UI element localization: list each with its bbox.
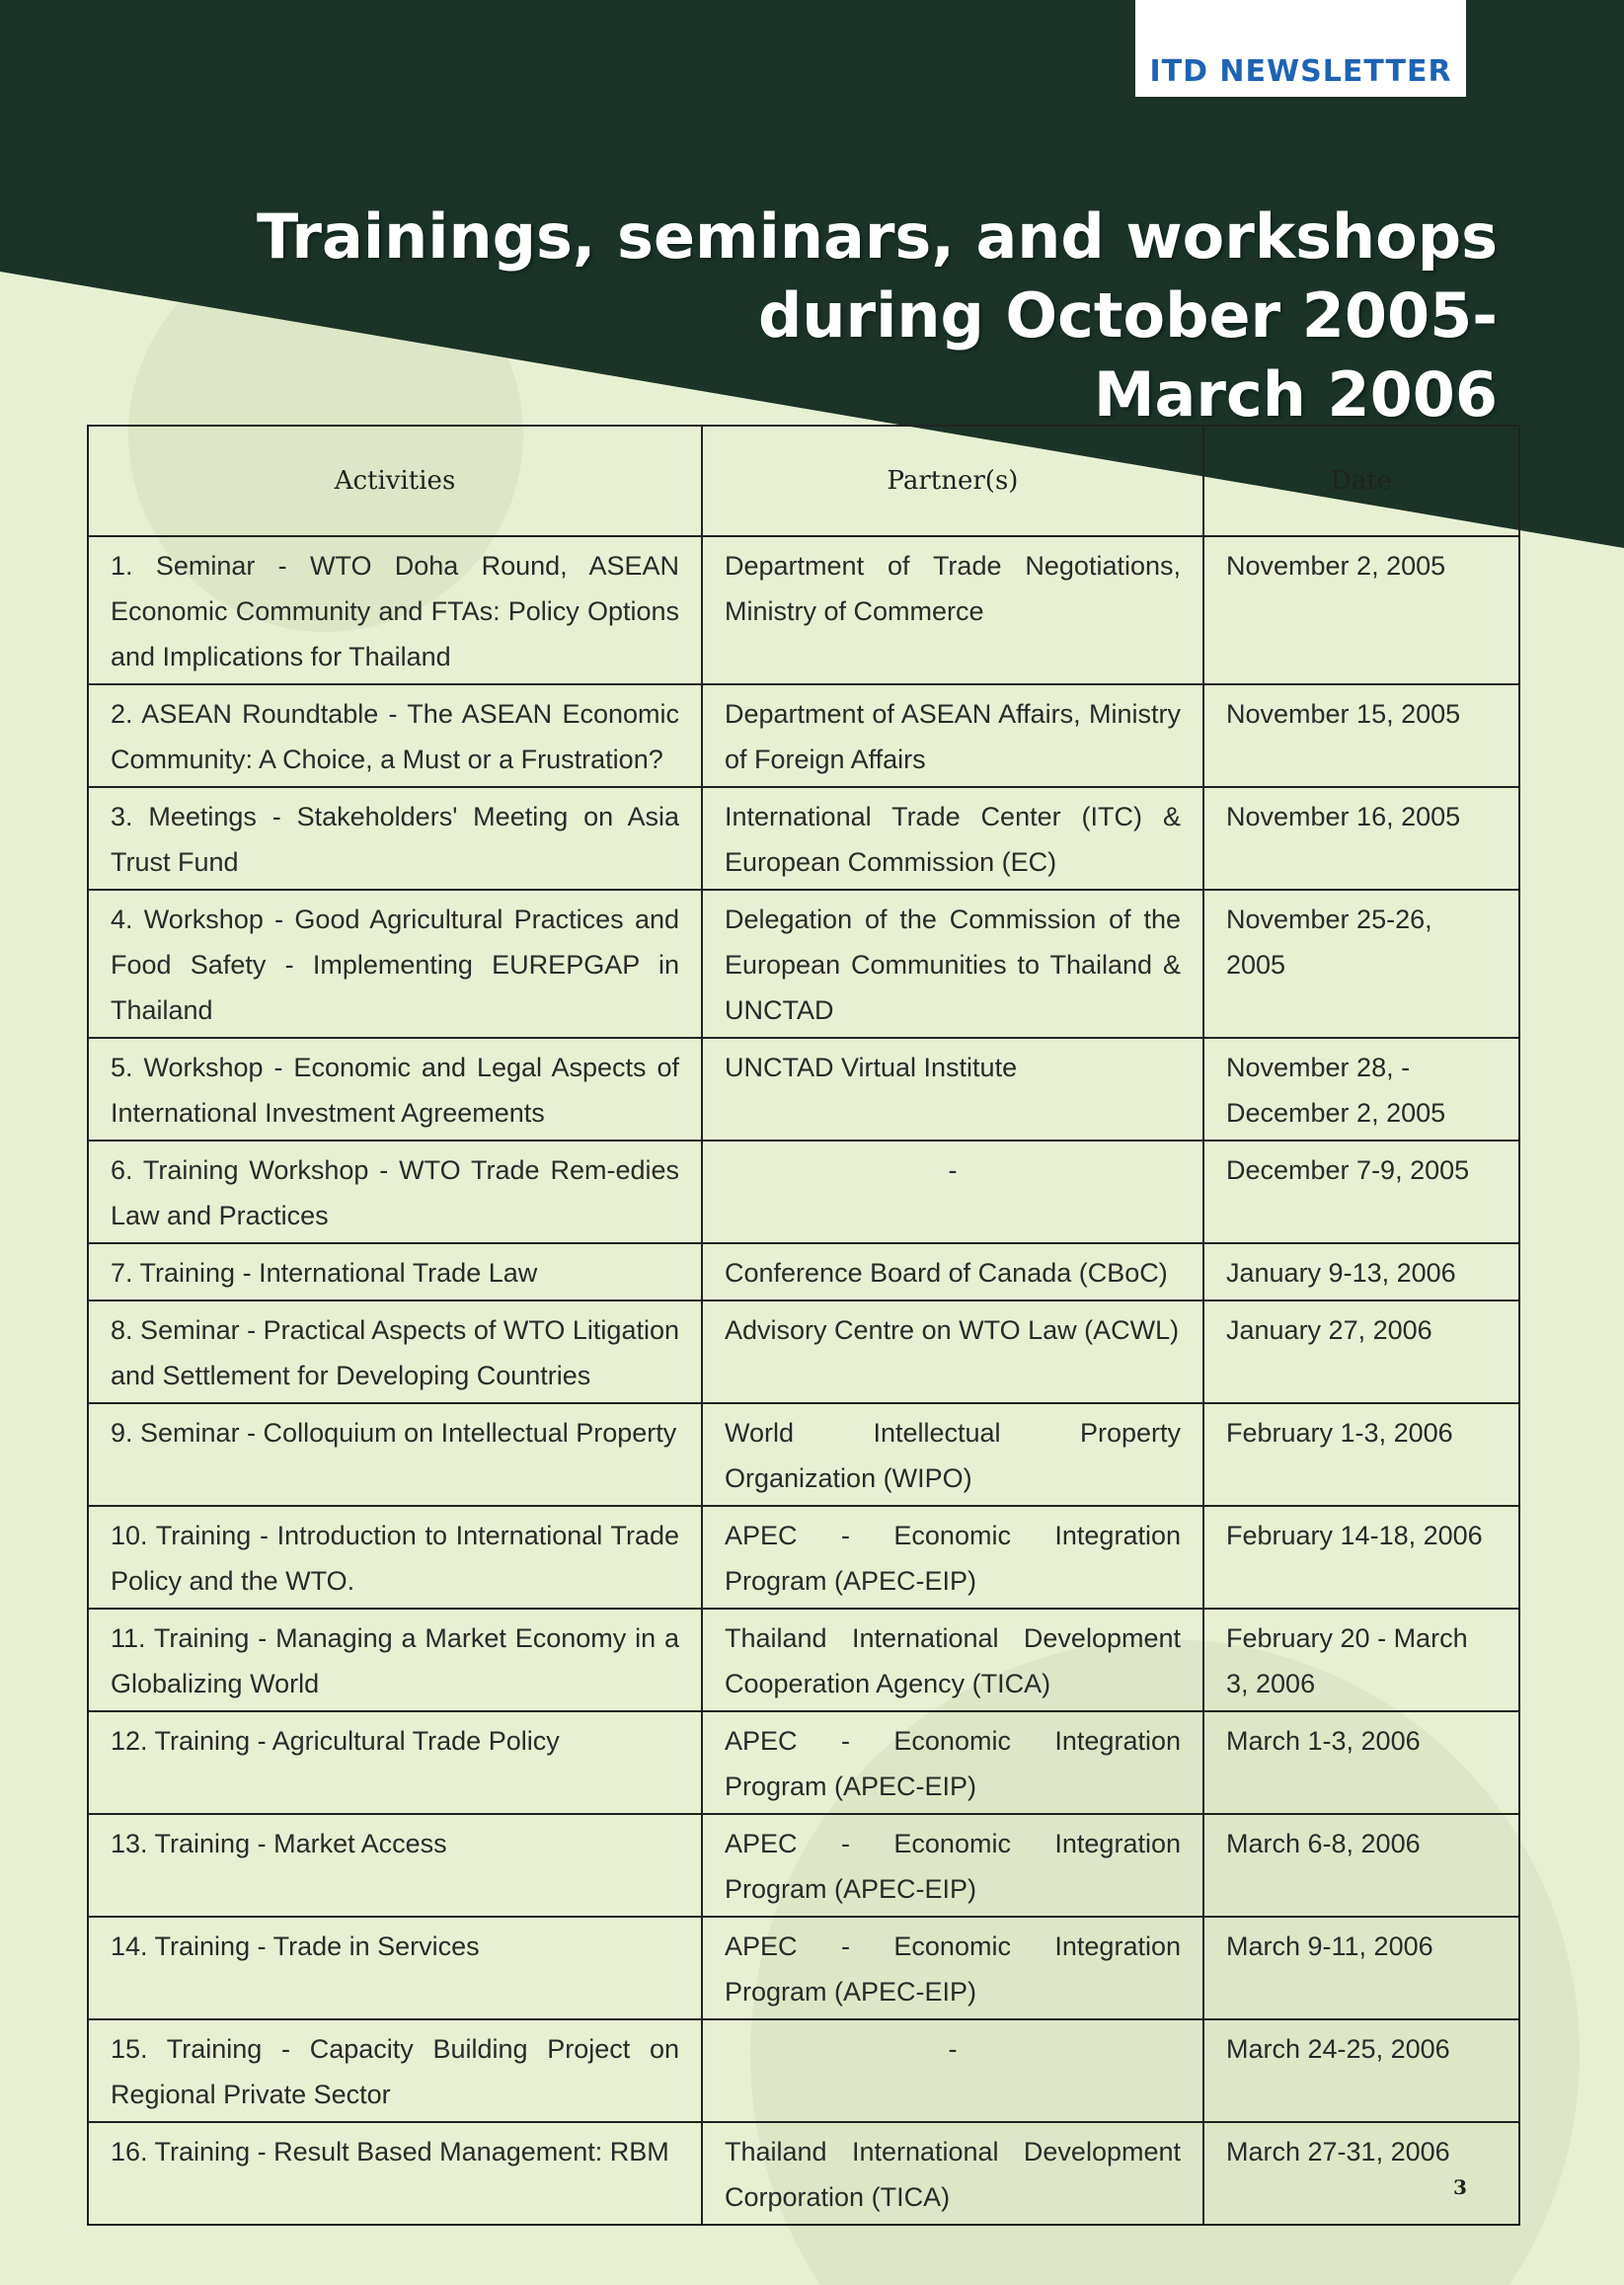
activity-cell: 16. Training - Result Based Management: RBM xyxy=(88,2122,702,2225)
title-line-3: March 2006 xyxy=(1093,358,1498,431)
date-cell: November 28, - December 2, 2005 xyxy=(1203,1038,1519,1141)
activity-cell: 10. Training - Introduction to International Trade Policy and the WTO. xyxy=(88,1506,702,1609)
partner-cell: Advisory Centre on WTO Law (ACWL) xyxy=(702,1300,1203,1403)
page-title xyxy=(257,197,1498,434)
activity-cell: 9. Seminar - Colloquium on Intellectual Property xyxy=(88,1403,702,1506)
date-cell: January 27, 2006 xyxy=(1203,1300,1519,1403)
table-body xyxy=(88,536,1519,2225)
partner-cell: - xyxy=(702,1141,1203,1243)
page-number: 3 xyxy=(1453,2175,1467,2199)
activity-cell: 12. Training - Agricultural Trade Policy xyxy=(88,1711,702,1814)
table-row xyxy=(88,1814,1519,1917)
partner-cell: - xyxy=(702,2019,1203,2122)
table-row xyxy=(88,890,1519,1038)
table-row xyxy=(88,684,1519,787)
partner-cell: Thailand International Development Cooperation Agency (TICA) xyxy=(702,1609,1203,1711)
activity-cell: 14. Training - Trade in Services xyxy=(88,1917,702,2019)
events-table xyxy=(87,425,1520,2226)
title-line-1: Trainings, seminars, and workshops xyxy=(256,200,1498,273)
date-cell: March 1-3, 2006 xyxy=(1203,1711,1519,1814)
table-row xyxy=(88,1403,1519,1506)
table-row xyxy=(88,1141,1519,1243)
table-row xyxy=(88,1917,1519,2019)
table-header-row xyxy=(88,426,1519,536)
partner-cell: Department of Trade Negotiations, Ministry of Commerce xyxy=(702,536,1203,684)
date-cell: November 15, 2005 xyxy=(1203,684,1519,787)
activity-cell: 5. Workshop - Economic and Legal Aspects of International Investment Agreements xyxy=(88,1038,702,1141)
partner-cell: Conference Board of Canada (CBoC) xyxy=(702,1243,1203,1300)
activity-cell: 13. Training - Market Access xyxy=(88,1814,702,1917)
newsletter-tag: ITD NEWSLETTER xyxy=(1135,0,1466,97)
table-row xyxy=(88,1711,1519,1814)
activity-cell: 11. Training - Managing a Market Economy in a Globalizing World xyxy=(88,1609,702,1711)
table-row xyxy=(88,536,1519,684)
table-row xyxy=(88,1038,1519,1141)
activity-cell: 15. Training - Capacity Building Project on Regional Private Sector xyxy=(88,2019,702,2122)
table-row xyxy=(88,1300,1519,1403)
activity-cell: 7. Training - International Trade Law xyxy=(88,1243,702,1300)
activity-cell: 6. Training Workshop - WTO Trade Rem-edies Law and Practices xyxy=(88,1141,702,1243)
activity-cell: 2. ASEAN Roundtable - The ASEAN Economic Community: A Choice, a Must or a Frustration? xyxy=(88,684,702,787)
date-cell: February 20 - March 3, 2006 xyxy=(1203,1609,1519,1711)
header-date: Date xyxy=(1203,426,1519,536)
partner-cell: World Intellectual Property Organization (WIPO) xyxy=(702,1403,1203,1506)
table-row xyxy=(88,2122,1519,2225)
partner-cell: APEC - Economic Integration Program (APEC-EIP) xyxy=(702,1506,1203,1609)
partner-cell: APEC - Economic Integration Program (APEC-EIP) xyxy=(702,1814,1203,1917)
date-cell: March 9-11, 2006 xyxy=(1203,1917,1519,2019)
activity-cell: 1. Seminar - WTO Doha Round, ASEAN Economic Community and FTAs: Policy Options and Implications for Thailand xyxy=(88,536,702,684)
date-cell: November 2, 2005 xyxy=(1203,536,1519,684)
partner-cell: International Trade Center (ITC) & European Commission (EC) xyxy=(702,787,1203,890)
date-cell: November 16, 2005 xyxy=(1203,787,1519,890)
date-cell: February 14-18, 2006 xyxy=(1203,1506,1519,1609)
activity-cell: 8. Seminar - Practical Aspects of WTO Litigation and Settlement for Developing Countries xyxy=(88,1300,702,1403)
header-partners: Partner(s) xyxy=(702,426,1203,536)
partner-cell: APEC - Economic Integration Program (APEC-EIP) xyxy=(702,1917,1203,2019)
activity-cell: 4. Workshop - Good Agricultural Practices and Food Safety - Implementing EUREPGAP in Thailand xyxy=(88,890,702,1038)
partner-cell: APEC - Economic Integration Program (APEC-EIP) xyxy=(702,1711,1203,1814)
activity-cell: 3. Meetings - Stakeholders' Meeting on Asia Trust Fund xyxy=(88,787,702,890)
date-cell: March 24-25, 2006 xyxy=(1203,2019,1519,2122)
table-row xyxy=(88,787,1519,890)
header-activities: Activities xyxy=(88,426,702,536)
partner-cell: Department of ASEAN Affairs, Ministry of Foreign Affairs xyxy=(702,684,1203,787)
date-cell: March 27-31, 2006 xyxy=(1203,2122,1519,2225)
table-row xyxy=(88,1243,1519,1300)
title-line-2: during October 2005- xyxy=(757,279,1498,352)
date-cell: March 6-8, 2006 xyxy=(1203,1814,1519,1917)
table-row xyxy=(88,2019,1519,2122)
table-row xyxy=(88,1609,1519,1711)
partner-cell: Delegation of the Commission of the European Communities to Thailand & UNCTAD xyxy=(702,890,1203,1038)
date-cell: December 7-9, 2005 xyxy=(1203,1141,1519,1243)
partner-cell: UNCTAD Virtual Institute xyxy=(702,1038,1203,1141)
date-cell: January 9-13, 2006 xyxy=(1203,1243,1519,1300)
date-cell: February 1-3, 2006 xyxy=(1203,1403,1519,1506)
table-row xyxy=(88,1506,1519,1609)
partner-cell: Thailand International Development Corporation (TICA) xyxy=(702,2122,1203,2225)
date-cell: November 25-26, 2005 xyxy=(1203,890,1519,1038)
